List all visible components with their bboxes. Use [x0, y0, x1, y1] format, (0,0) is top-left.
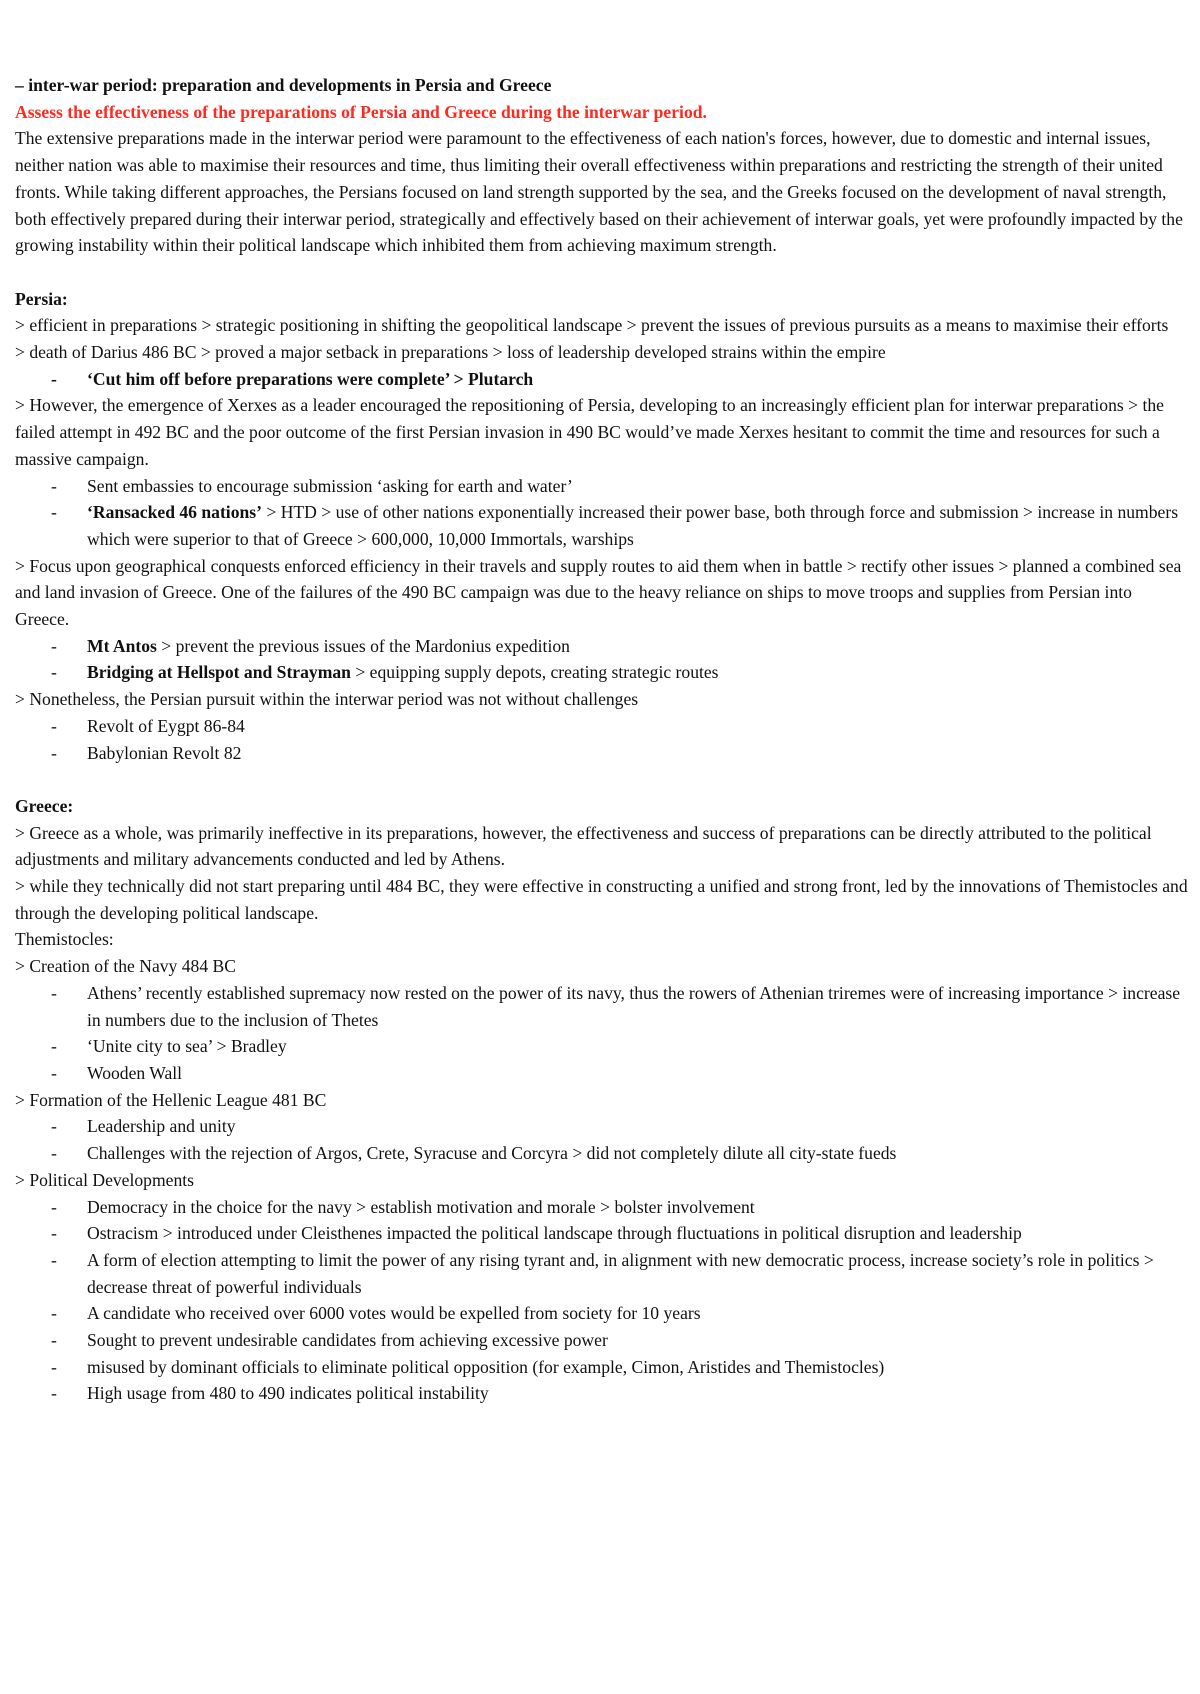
persia-bullet	[15, 740, 1190, 767]
bullet-text: Wooden Wall	[87, 1062, 183, 1083]
bullet-dash: -	[51, 742, 57, 763]
bullet-bold-text: ‘Ransacked 46 nations’	[87, 502, 262, 523]
bullet-text: Democracy in the choice for the navy > establish motivation and morale > bolster involvement	[87, 1196, 755, 1217]
bullet-text: > prevent the previous issues of the Mardonius expedition	[156, 635, 570, 656]
bullet-text: > HTD > use of other nations exponentially increased their power base, both through force and submission > increase in numbers which were superior to that of Greece > 600,000, 10,000 Immortals, warships	[87, 502, 1179, 549]
bullet-dash: -	[51, 1062, 57, 1083]
bullet-text: > equipping supply depots, creating strategic routes	[350, 662, 719, 683]
bullet-text: Leadership and unity	[87, 1116, 236, 1137]
persia-point: > death of Darius 486 BC > proved a major setback in preparations > loss of leadership developed strains within the empire	[15, 342, 886, 363]
greece-subheading: Themistocles:	[15, 929, 114, 950]
bullet-dash: -	[51, 475, 57, 496]
greece-bullet	[15, 1300, 1190, 1327]
bullet-dash: -	[51, 1330, 57, 1351]
greece-bullet	[15, 1354, 1190, 1381]
bullet-dash: -	[51, 1143, 57, 1164]
persia-bullet	[15, 499, 1190, 552]
bullet-dash: -	[51, 1036, 57, 1057]
bullet-dash: -	[51, 662, 57, 683]
bullet-text: misused by dominant officials to eliminate political opposition (for example, Cimon, Aristides and Themistocles)	[87, 1356, 885, 1377]
document-heading: – inter-war period: preparation and developments in Persia and Greece	[15, 75, 552, 95]
essay-question: Assess the effectiveness of the preparations of Persia and Greece during the interwar period.	[15, 101, 707, 122]
greece-heading: Greece:	[15, 795, 74, 816]
bullet-dash: -	[51, 982, 57, 1003]
greece-bullet	[15, 1060, 1190, 1087]
document-body	[15, 72, 1190, 1407]
bullet-dash: -	[51, 1116, 57, 1137]
bullet-dash: -	[51, 1223, 57, 1244]
bullet-text: Sought to prevent undesirable candidates from achieving excessive power	[87, 1330, 608, 1351]
bullet-dash: -	[51, 1303, 57, 1324]
greece-bullet	[15, 1327, 1190, 1354]
bullet-dash: -	[51, 1196, 57, 1217]
bullet-text: Babylonian Revolt 82	[87, 742, 242, 763]
bullet-bold-text: Mt Antos	[87, 635, 157, 656]
bullet-text: A form of election attempting to limit the power of any rising tyrant and, in alignment with new democratic process, increase society’s role in politics > decrease threat of powerful individuals	[87, 1249, 1154, 1297]
bullet-dash: -	[51, 1249, 57, 1270]
spacer	[15, 766, 1190, 793]
persia-bullet	[15, 473, 1190, 500]
persia-point: > Focus upon geographical conquests enforced efficiency in their travels and supply routes to aid them when in battle > rectify other issues > planned a combined sea and land invasion of Greece. One of the failures of the 490 BC campaign was due to the heavy reliance on ships to move troops and supplies from Persian into Greece.	[15, 555, 1182, 630]
bullet-bold-text: Bridging at Hellspot and Strayman	[87, 662, 351, 683]
greece-bullet	[15, 1380, 1190, 1407]
bullet-dash: -	[51, 1383, 57, 1404]
bullet-text: Sent embassies to encourage submission ‘asking for earth and water’	[87, 475, 573, 496]
persia-point: > efficient in preparations > strategic positioning in shifting the geopolitical landscape > prevent the issues of previous pursuits as a means to maximise their efforts	[15, 315, 1169, 336]
greece-bullet	[15, 1113, 1190, 1140]
persia-bullet	[15, 366, 1190, 393]
greece-point: > Creation of the Navy 484 BC	[15, 956, 237, 977]
bullet-text: Athens’ recently established supremacy now rested on the power of its navy, thus the rowers of Athenian triremes were of increasing importance > increase in numbers due to the inclusion of Thetes	[87, 982, 1181, 1030]
bullet-dash: -	[51, 635, 57, 656]
greece-bullet	[15, 980, 1190, 1033]
bullet-text: Revolt of Eygpt 86-84	[87, 715, 245, 736]
greece-point: > Formation of the Hellenic League 481 BC	[15, 1089, 327, 1110]
greece-point: > Greece as a whole, was primarily ineffective in its preparations, however, the effectiveness and success of preparations can be directly attributed to the political adjustments and military advancements conducted and led by Athens.	[15, 822, 1152, 870]
bullet-text: ‘Unite city to sea’ > Bradley	[87, 1036, 287, 1057]
bullet-text: High usage from 480 to 490 indicates political instability	[87, 1383, 489, 1404]
bullet-dash: -	[51, 715, 57, 736]
greece-point: > while they technically did not start preparing until 484 BC, they were effective in constructing a unified and strong front, led by the innovations of Themistocles and through the developing political landscape.	[15, 876, 1188, 923]
greece-bullet	[15, 1140, 1190, 1167]
bullet-dash: -	[51, 1356, 57, 1377]
greece-bullet	[15, 1220, 1190, 1247]
persia-bullet	[15, 659, 1190, 686]
bullet-dash: -	[51, 502, 57, 523]
persia-bullet	[15, 713, 1190, 740]
bullet-text: Challenges with the rejection of Argos, Crete, Syracuse and Corcyra > did not completely dilute all city-state fueds	[87, 1143, 897, 1164]
persia-point: > However, the emergence of Xerxes as a leader encouraged the repositioning of Persia, developing to an increasingly efficient plan for interwar preparations > the failed attempt in 492 BC and the poor outcome of the first Persian invasion in 490 BC would’ve made Xerxes hesitant to commit the time and resources for such a massive campaign.	[15, 395, 1164, 469]
bullet-text: Ostracism > introduced under Cleisthenes impacted the political landscape through fluctuations in political disruption and leadership	[87, 1223, 1022, 1244]
spacer	[15, 259, 1190, 286]
greece-bullet	[15, 1194, 1190, 1221]
greece-bullet	[15, 1033, 1190, 1060]
intro-paragraph: The extensive preparations made in the interwar period were paramount to the effectiveness of each nation's forces, however, due to domestic and internal issues, neither nation was able to maximise their resources and time, thus limiting their overall effectiveness within preparations and restricting the strength of their united fronts. While taking different approaches, the Persians focused on land strength supported by the sea, and the Greeks focused on the development of naval strength, both effectively prepared during their interwar period, strategically and effectively based on their achievement of interwar goals, yet were profoundly impacted by the growing instability within their political landscape which inhibited them from achieving maximum strength.	[15, 128, 1183, 256]
greece-point: > Political Developments	[15, 1169, 194, 1190]
persia-point: > Nonetheless, the Persian pursuit within the interwar period was not without challenges	[15, 689, 639, 710]
bullet-text: ‘Cut him off before preparations were complete’ > Plutarch	[87, 368, 534, 389]
persia-bullet	[15, 633, 1190, 660]
greece-bullet	[15, 1247, 1190, 1300]
bullet-text: A candidate who received over 6000 votes would be expelled from society for 10 years	[87, 1303, 701, 1324]
persia-heading: Persia:	[15, 288, 68, 309]
bullet-dash: -	[51, 368, 57, 389]
